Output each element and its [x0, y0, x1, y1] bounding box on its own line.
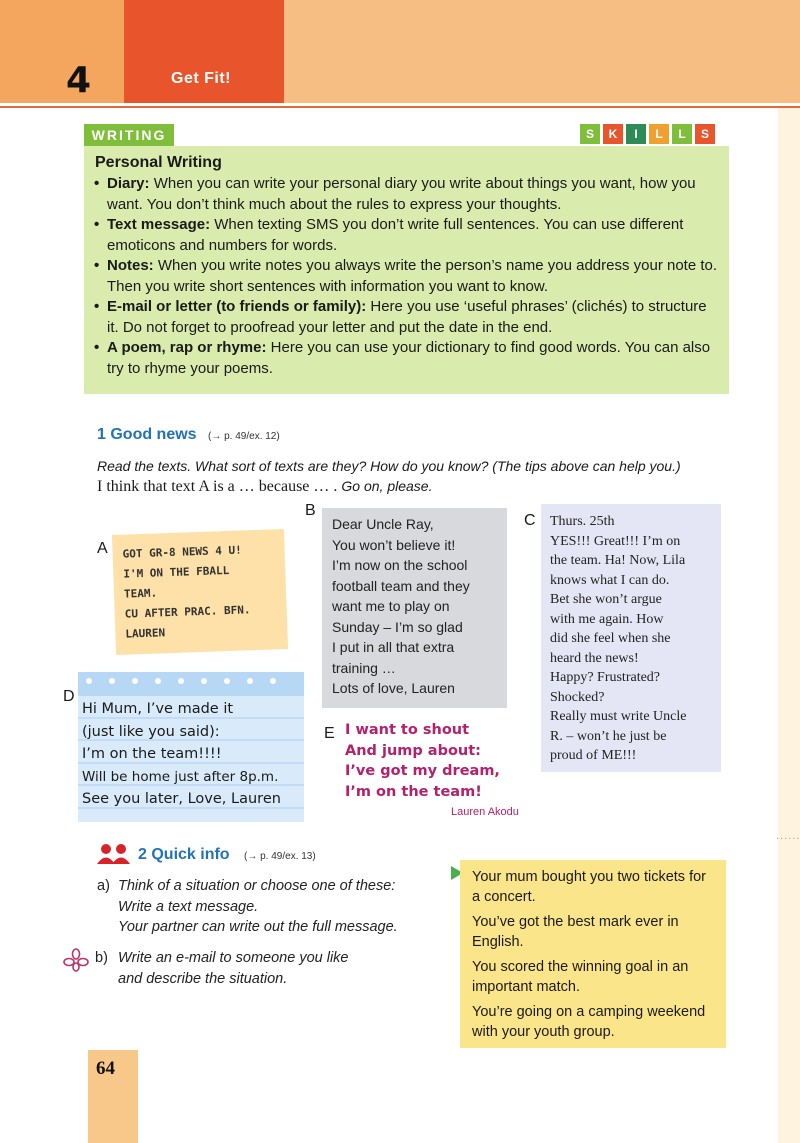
skills-title: Personal Writing: [95, 154, 222, 171]
text-b-letter: [322, 508, 507, 708]
pair-work-icon: [96, 843, 132, 865]
unit-number: 4: [66, 60, 92, 101]
note-line: Shocked?: [550, 689, 605, 705]
note-line: See you later, Love, Lauren: [82, 791, 281, 807]
poem-author: Lauren Akodu: [451, 806, 519, 818]
text-e-label: E: [324, 725, 335, 742]
skills-list: [90, 174, 720, 379]
text-c-diary: [541, 504, 721, 772]
skills-item: • A poem, rap or rhyme: Here you can use your dictionary to find good words. You can also try to rhyme your poems.: [90, 338, 720, 379]
option-line: and describe the situation.: [118, 970, 288, 987]
note-line: Will be home just after 8p.m.: [82, 768, 279, 785]
option-line: Write an e-mail to someone you like: [118, 950, 349, 966]
skills-letter: I: [626, 124, 646, 144]
margin-dots: ......: [776, 830, 800, 842]
exercise1-instruction: Read the texts. What sort of texts are they? How do you know? (The tips above can help you.): [97, 458, 681, 474]
note-line: Bet she won’t argue: [550, 592, 662, 607]
flower-icon: [63, 948, 89, 972]
unit-title-block: [124, 0, 284, 103]
header-divider: [0, 106, 800, 108]
text-d-notepad: [78, 672, 304, 822]
note-line: I’m now on the school: [332, 557, 468, 573]
exercise1-heading: 1 Good news: [97, 426, 197, 443]
note-line: CU AFTER PRAC. BFN.: [124, 603, 251, 621]
situation-item: You’re going on a camping weekend with your youth group.: [472, 1004, 706, 1040]
note-line: Sunday – I’m so glad: [332, 618, 463, 635]
option-line: Think of a situation or choose one of these:: [118, 878, 396, 894]
unit-title: Get Fit!: [171, 70, 231, 87]
note-line: TEAM.: [123, 586, 158, 601]
note-line: YES!!! Great!!! I’m on: [550, 533, 681, 549]
note-line: with me again. How: [550, 611, 664, 627]
text-b-label: B: [305, 502, 316, 519]
note-line: want me to play on: [332, 598, 450, 614]
poem-line: And jump about:: [345, 742, 481, 759]
poem-line: I want to shout: [345, 722, 470, 738]
poem-line: I’m on the team!: [345, 783, 482, 800]
skills-letter: S: [695, 124, 715, 144]
option-b: [118, 948, 349, 989]
option-line: Your partner can write out the full message.: [118, 919, 398, 935]
note-line: I put in all that extra: [332, 639, 455, 655]
skills-letter: L: [672, 124, 692, 144]
right-margin-strip: [778, 108, 800, 1143]
note-line: knows what I can do.: [550, 572, 670, 588]
page-number: 64: [96, 1058, 115, 1079]
text-a-note: [112, 529, 288, 655]
note-line: football team and they: [332, 577, 470, 594]
exercise2-heading: 2 Quick info: [138, 846, 230, 863]
note-line: Happy? Frustrated?: [550, 670, 661, 685]
option-line: Write a text message.: [118, 898, 259, 915]
skills-item: • Notes: When you write notes you always write the person’s name you address your note to. Then you write short sentences with information you want to know.: [90, 256, 720, 297]
note-line: proud of ME!!!: [550, 748, 637, 763]
writing-tag: WRITING: [84, 124, 174, 146]
note-line: Really must write Uncle: [550, 709, 687, 724]
skills-box: [84, 146, 729, 394]
text-c-label: C: [524, 512, 536, 529]
exercise2-ref: (→ p. 49/ex. 13): [244, 851, 316, 862]
note-line: I’m on the team!!!!: [82, 746, 222, 762]
note-line: Dear Uncle Ray,: [332, 516, 434, 532]
note-line: GOT GR-8 NEWS 4 U!: [122, 543, 243, 561]
notepad-holes: [86, 678, 276, 684]
note-line: Thurs. 25th: [550, 514, 615, 529]
note-line: Lots of love, Lauren: [332, 680, 455, 696]
note-line: (just like you said):: [82, 723, 220, 740]
skills-letter: L: [649, 124, 669, 144]
skills-letter: K: [603, 124, 623, 144]
unit-number-block: [0, 0, 124, 103]
notepad-text: [82, 698, 281, 811]
note-line: heard the news!: [550, 650, 639, 666]
option-a: [118, 876, 398, 938]
note-line: training …: [332, 659, 396, 676]
option-b-label: b): [95, 950, 108, 966]
option-a-label: a): [97, 878, 110, 894]
note-line: I'M ON THE FBALL: [123, 563, 230, 581]
text-a-label: A: [97, 540, 108, 557]
skills-item: • Text message: When texting SMS you don’t write full sentences. You can use different emoticons and numbers for words.: [90, 215, 720, 256]
situations-box: [460, 860, 726, 1048]
note-line: R. – won’t he just be: [550, 728, 667, 744]
text-d-label: D: [63, 688, 75, 705]
note-line: did she feel when she: [550, 631, 671, 646]
situation-item: Your mum bought you two tickets for a concert.: [472, 869, 706, 905]
note-line: You won’t believe it!: [332, 536, 456, 553]
note-line: the team. Ha! Now, Lila: [550, 553, 686, 568]
skills-badge: [580, 124, 715, 144]
poem-line: I’ve got my dream,: [345, 763, 500, 779]
skills-item: • Diary: When you can write your personal diary you write about things you want, how you want. You don’t think much about the rules to express your thoughts.: [90, 174, 720, 215]
text-e-poem: [345, 720, 500, 802]
note-line: Hi Mum, I’ve made it: [82, 701, 234, 717]
skills-item: • E-mail or letter (to friends or family): Here you use ‘useful phrases’ (clichés) to structure it. Do not forget to proofread your letter and put the date in the end.: [90, 297, 720, 338]
note-line: LAUREN: [125, 626, 166, 641]
situation-item: You’ve got the best mark ever in English.: [472, 914, 679, 950]
situation-item: You scored the winning goal in an important match.: [472, 959, 689, 995]
skills-letter: S: [580, 124, 600, 144]
exercise1-ref: (→ p. 49/ex. 12): [208, 431, 280, 442]
exercise1-example: I think that text A is a … because … . Go on, please.: [97, 478, 433, 495]
